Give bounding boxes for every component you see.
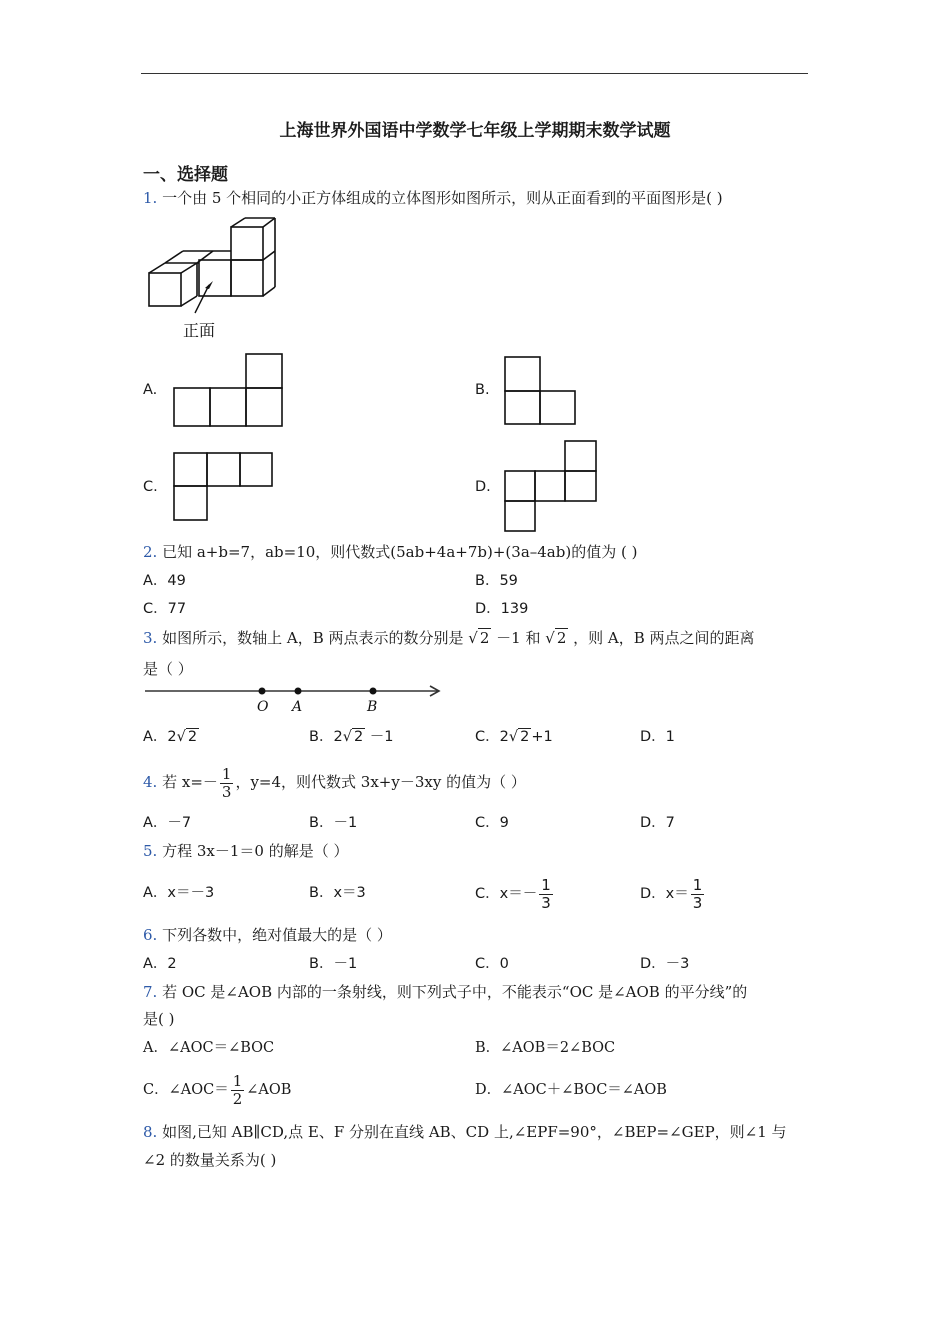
option-d: D．－3 [640,956,690,972]
question-5 [143,841,349,861]
option-text: B．2 [309,729,343,745]
label-o: O [257,699,269,715]
numerator: 1 [541,875,551,894]
option-c-label: C. [143,479,158,495]
option-d: D．1 [640,729,675,745]
option-b: B．－1 [309,956,358,972]
option-b: B．59 [475,573,518,589]
option-d: D．7 [640,815,675,831]
sqrt-expression: √ 2 [342,729,364,745]
option-d: D．∠AOC＋∠BOC＝∠AOB [475,1082,667,1098]
option-c: C．9 [475,815,509,831]
question-6 [143,925,392,945]
question-text: ，则 A，B 两点之间的距离 [573,629,755,647]
question-number: 7. [143,983,158,1001]
radicand: 2 [353,729,364,745]
radicand: 2 [556,629,567,647]
sqrt-expression: √ 2 [508,729,530,745]
option-c [475,872,555,916]
question-text: 如图所示，数轴上 A，B 两点表示的数分别是 [162,629,464,647]
option-a: A．－7 [143,815,192,831]
radicand: 2 [479,629,490,647]
question-number: 5. [143,842,158,860]
question-text: 已知 a+b=7，ab=10，则代数式(5ab+4a+7b)+(3a–4ab)的值为 ( ) [162,543,638,561]
option-text: C．∠AOC＝ [143,1082,229,1098]
denominator: 2 [232,1089,243,1108]
question-number: 8. [143,1123,158,1141]
option-b-label: B. [475,382,490,398]
question-number: 3. [143,629,158,647]
header-rule [141,73,808,74]
question-text: －1 和 [496,629,541,647]
option-a: A．∠AOC＝∠BOC [143,1040,275,1056]
number-line [143,682,443,716]
option-b [309,727,394,747]
option-text: +1 [531,729,553,745]
question-number: 4. [143,773,158,791]
sqrt-expression: √ 2 [176,729,198,745]
question-text: 如图,已知 AB∥CD,点 E、F 分别在直线 AB、CD 上,∠EPF=90°，∠BEP=∠GEP，则∠1 与 [162,1123,787,1141]
question-3 [143,628,755,648]
option-c [475,727,553,747]
option-a: A．2 [143,956,177,972]
question-3-line2: 是（ ） [143,660,193,678]
numerator: 1 [232,1071,243,1090]
fraction [231,1073,245,1108]
option-d-label: D. [475,479,491,495]
point-a [295,688,302,695]
question-text: 一个由 5 个相同的小正方体组成的立体图形如图所示，则从正面看到的平面图形是( ) [162,189,723,207]
question-text: 方程 3x－1＝0 的解是（ ） [162,842,349,860]
cube-figure [143,215,278,345]
question-8 [143,1122,787,1142]
point-b [370,688,377,695]
question-1 [143,188,723,208]
fraction [539,877,553,912]
question-number: 1. [143,189,158,207]
option-a: A．49 [143,573,186,589]
option-text: C．x＝－ [475,886,538,902]
option-text: －1 [369,729,394,745]
option-text: A．2 [143,729,177,745]
option-b: B．x＝3 [309,885,366,901]
question-text: 若 x=－ [162,773,218,791]
option-text: ∠AOB [246,1082,292,1098]
fraction [691,877,705,912]
question-text: 下列各数中，绝对值最大的是（ ） [162,926,392,944]
numerator: 1 [221,764,232,783]
numerator: 1 [692,875,703,894]
option-text: C．2 [475,729,509,745]
label-b: B [367,699,378,715]
question-8-line2: ∠2 的数量关系为( ) [143,1151,277,1169]
option-a: A．x＝－3 [143,885,215,901]
option-d [640,872,706,916]
question-text: 若 OC 是∠AOB 内部的一条射线，则下列式子中，不能表示“OC 是∠AOB 的平分线”的 [162,983,748,1001]
option-b: B．－1 [309,815,358,831]
point-o [259,688,266,695]
radicand: 2 [520,729,530,745]
sqrt-expression: √ 2 [545,629,567,647]
option-d-figure [503,439,600,534]
option-b: B．∠AOB＝2∠BOC [475,1040,616,1056]
label-a: A [292,699,303,715]
option-a-figure [172,352,284,432]
option-c [143,1068,291,1112]
denominator: 3 [692,893,703,912]
option-b-figure [503,355,578,427]
option-c: C．77 [143,601,187,617]
option-text: D．x＝ [640,886,689,902]
question-number: 2. [143,543,158,561]
page-title: 上海世界外国语中学数学七年级上学期期末数学试题 [279,121,671,141]
question-7 [143,982,747,1002]
option-c-figure [172,451,277,525]
sqrt-expression: √ 2 [468,629,490,647]
option-a [143,727,199,747]
question-2 [143,542,637,562]
radicand: 2 [187,729,198,745]
option-d: D．139 [475,601,529,617]
question-text: ，y=4，则代数式 3x+y－3xy 的值为（ ） [235,773,526,791]
question-number: 6. [143,926,158,944]
denominator: 3 [541,893,551,912]
option-a-label: A. [143,382,158,398]
figure-label-front: 正面 [183,321,216,340]
section-heading: 一、选择题 [143,165,228,185]
fraction [220,766,234,801]
denominator: 3 [221,782,232,801]
question-7-line2: 是( ) [143,1010,175,1028]
option-c: C．0 [475,956,509,972]
question-4 [143,760,526,804]
